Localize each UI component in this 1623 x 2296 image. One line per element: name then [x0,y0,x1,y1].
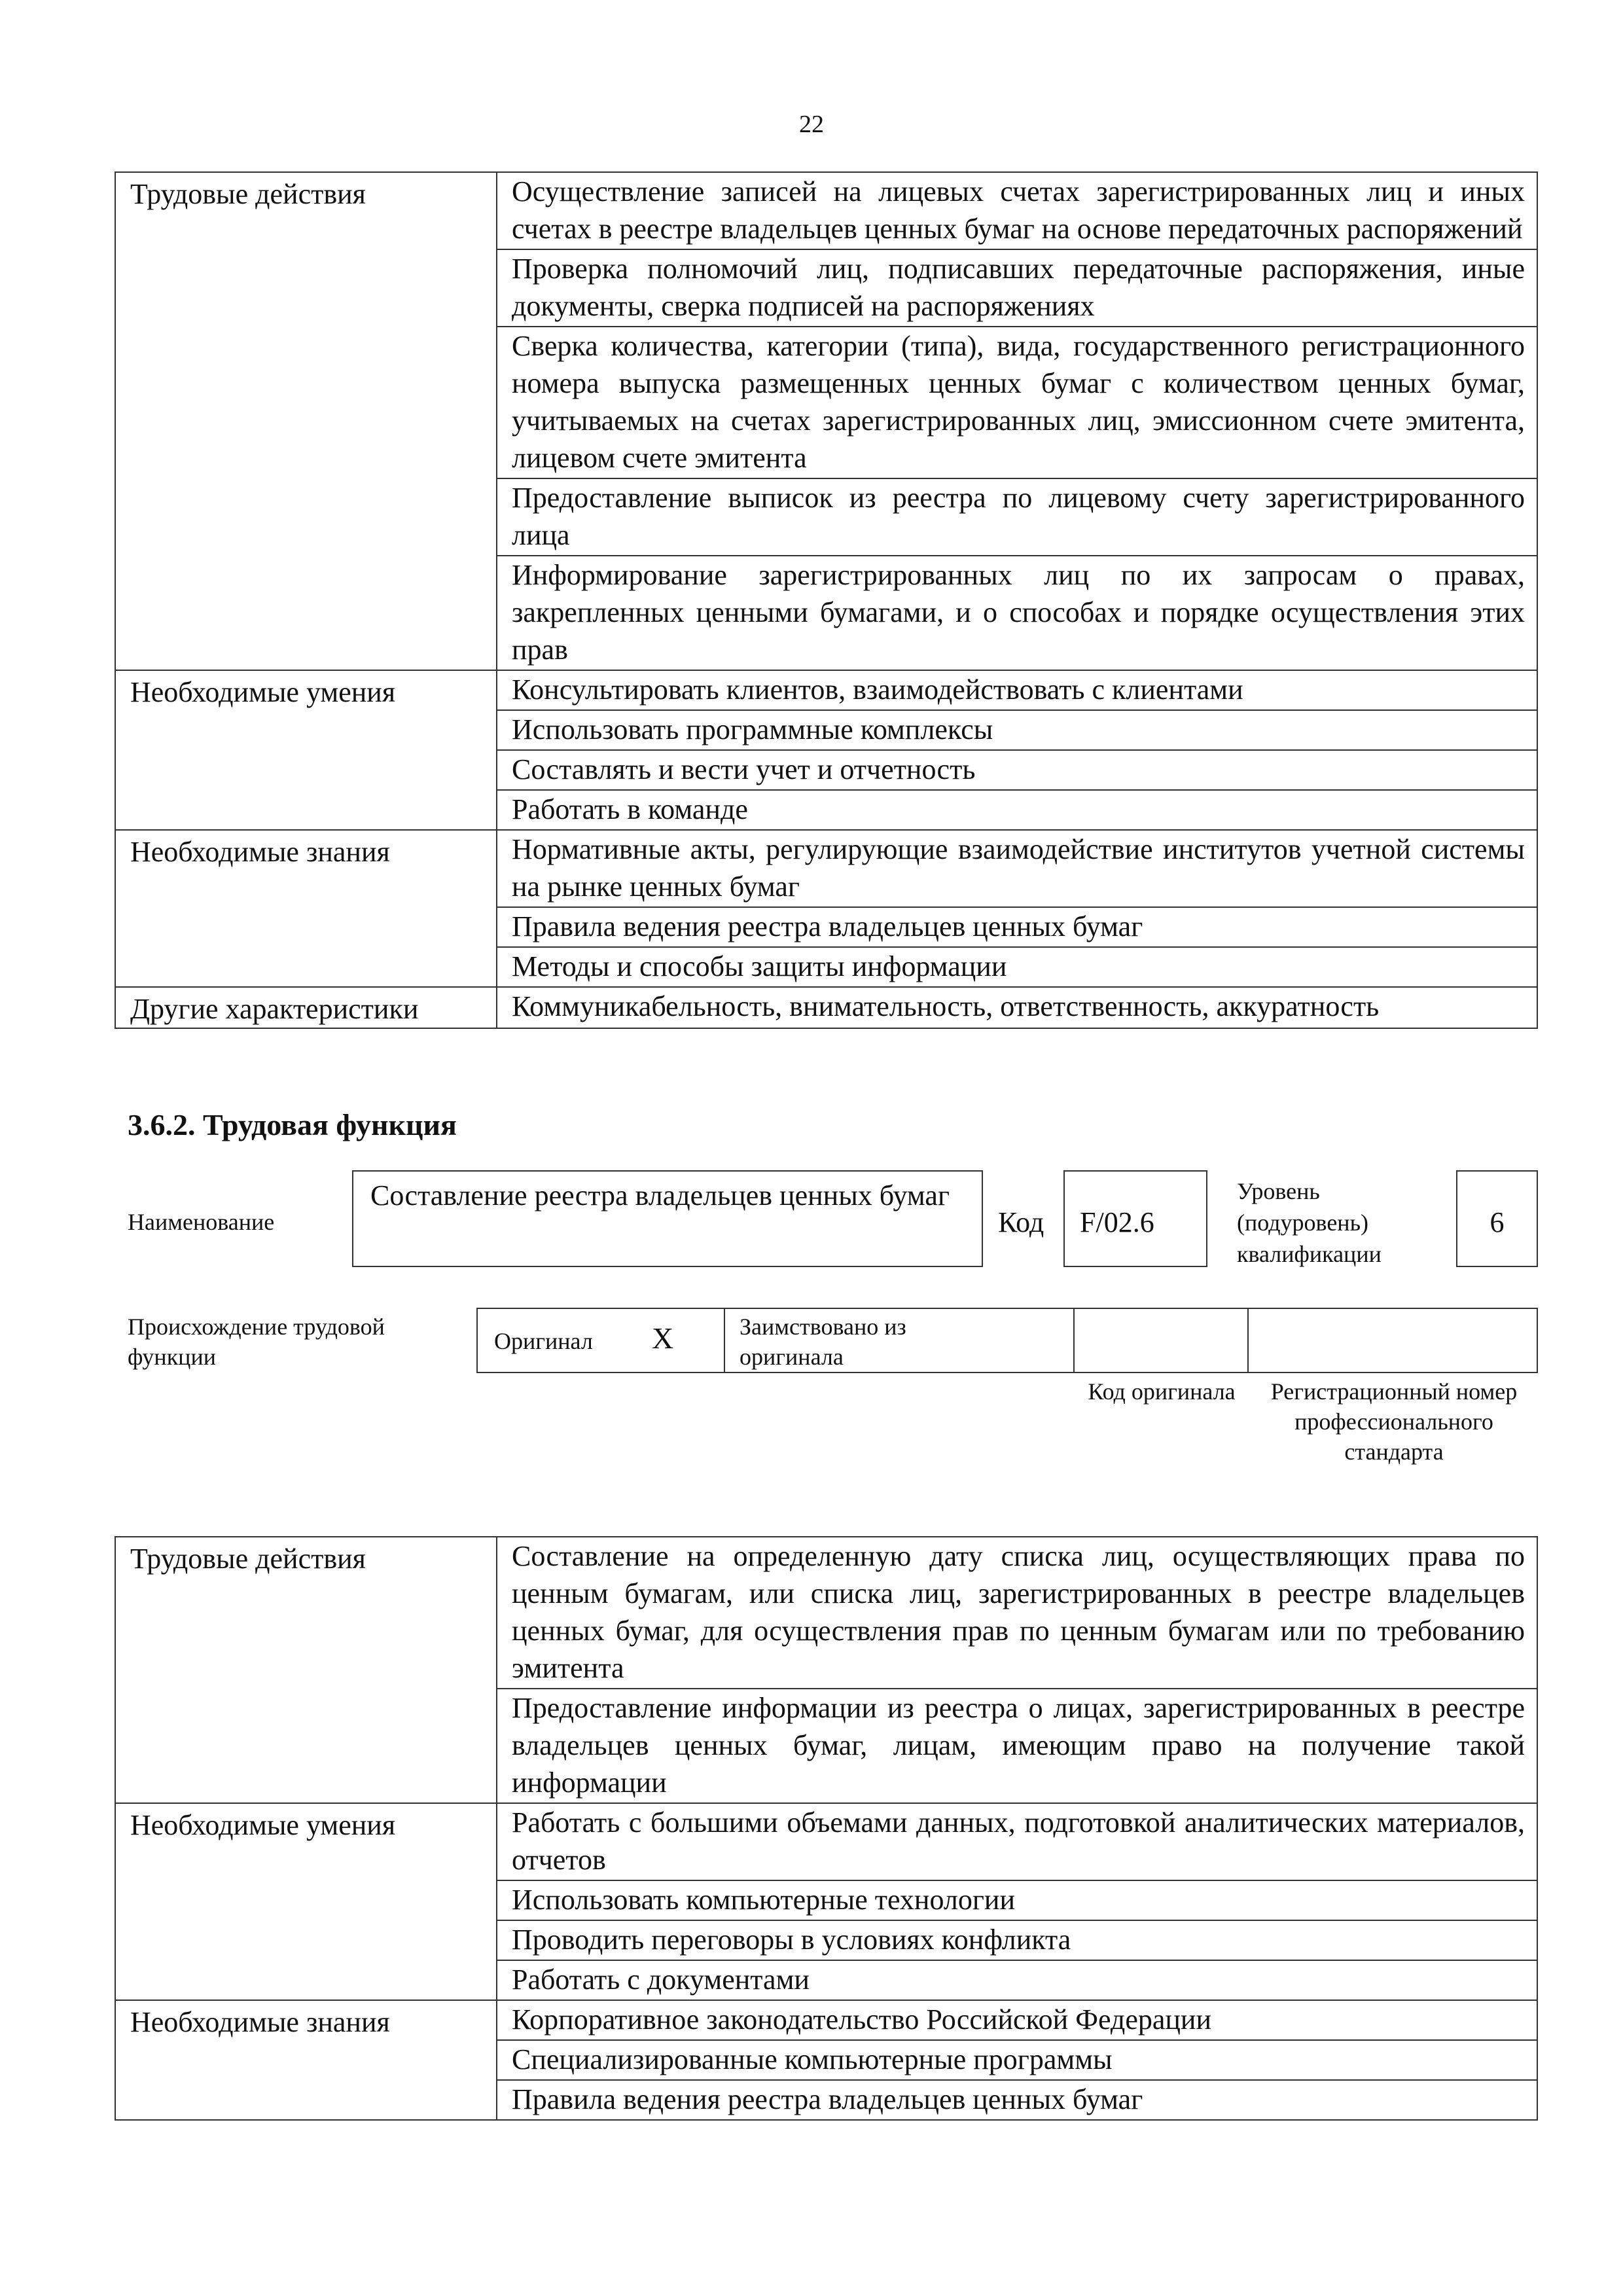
labor-function-table-1 [115,171,1538,1029]
row-label: Другие характеристики [115,987,497,1028]
table-row [115,670,1537,710]
table-cell: Проводить переговоры в условиях конфликта [497,1920,1537,1960]
table-cell: Специализированные компьютерные программы [497,2040,1537,2080]
table-cell: Составлять и вести учет и отчетность [497,750,1537,790]
table-cell: Составление на определенную дату списка лиц, осуществляющих права по ценным бумагам, или списка лиц, зарегистрированных в реестре владельцев ценных бумаг, для осуществления прав по ценным бумагам или по требованию эмитента [497,1537,1537,1689]
original-mark: X [652,1321,674,1355]
level-label: Уровень (подуровень) квалификации [1237,1178,1382,1267]
table-cell: Корпоративное законодательство Российской Федерации [497,2000,1537,2040]
row-label: Необходимые знания [115,830,497,987]
table-cell: Правила ведения реестра владельцев ценных бумаг [497,2080,1537,2120]
code-original-box [1073,1308,1249,1373]
labor-function-table-2 [115,1536,1538,2121]
row-label: Необходимые умения [115,1803,497,2000]
borrowed-label: Заимствовано из оригинала [740,1314,906,1370]
table-row [115,830,1537,907]
page-number: 22 [799,111,824,138]
origin-label: Происхождение трудовой функции [128,1314,385,1370]
table-cell: Информирование зарегистрированных лиц по их запросам о правах, закрепленных ценными бумагами, и о способах и порядке осуществления этих прав [497,556,1537,670]
table-row [115,172,1537,249]
reg-number-caption: Регистрационный номер профессионального стандарта [1270,1378,1518,1465]
code-label: Код [998,1206,1044,1238]
table-cell: Осуществление записей на лицевых счетах зарегистрированных лиц и иных счетах в реестре владельцев ценных бумаг на основе передаточных распоряжений [497,172,1537,249]
row-label: Трудовые действия [115,172,497,670]
level-value: 6 [1489,1206,1505,1238]
table-row [115,1803,1537,1880]
table-row [115,1537,1537,1689]
table-cell: Консультировать клиентов, взаимодействовать с клиентами [497,670,1537,710]
row-label: Трудовые действия [115,1537,497,1803]
table-row [115,2000,1537,2040]
table-cell: Предоставление выписок из реестра по лицевому счету зарегистрированного лица [497,478,1537,556]
table-cell: Проверка полномочий лиц, подписавших передаточные распоряжения, иные документы, сверка подписей на распоряжениях [497,249,1537,327]
name-value: Составление реестра владельцев ценных бумаг [370,1179,950,1211]
table-cell: Работать с большими объемами данных, подготовкой аналитических материалов, отчетов [497,1803,1537,1880]
table-cell: Работать в команде [497,790,1537,830]
section-heading: 3.6.2. Трудовая функция [128,1108,457,1141]
table-cell: Использовать компьютерные технологии [497,1880,1537,1920]
row-label: Необходимые знания [115,2000,497,2120]
code-value: F/02.6 [1080,1206,1154,1238]
name-label: Наименование [128,1209,275,1235]
reg-number-box [1247,1308,1538,1373]
table-cell: Правила ведения реестра владельцев ценных бумаг [497,907,1537,947]
table-cell: Работать с документами [497,1960,1537,2000]
table-cell: Методы и способы защиты информации [497,947,1537,987]
table-row [115,987,1537,1028]
table-cell: Коммуникабельность, внимательность, ответственность, аккуратность [497,987,1537,1028]
table-cell: Сверка количества, категории (типа), вида, государственного регистрационного номера выпуска размещенных ценных бумаг с количеством ценных бумаг, учитываемых на счетах зарегистрированных лиц, эмиссионном счете эмитента, лицевом счете эмитента [497,327,1537,478]
table-cell: Нормативные акты, регулирующие взаимодействие институтов учетной системы на рынке ценных бумаг [497,830,1537,907]
row-label: Необходимые умения [115,670,497,830]
code-original-caption: Код оригинала [1088,1378,1236,1405]
table-cell: Предоставление информации из реестра о лицах, зарегистрированных в реестре владельцев ценных бумаг, лицам, имеющим право на получение такой информации [497,1689,1537,1803]
original-label: Оригинал [494,1328,593,1354]
table-cell: Использовать программные комплексы [497,710,1537,750]
